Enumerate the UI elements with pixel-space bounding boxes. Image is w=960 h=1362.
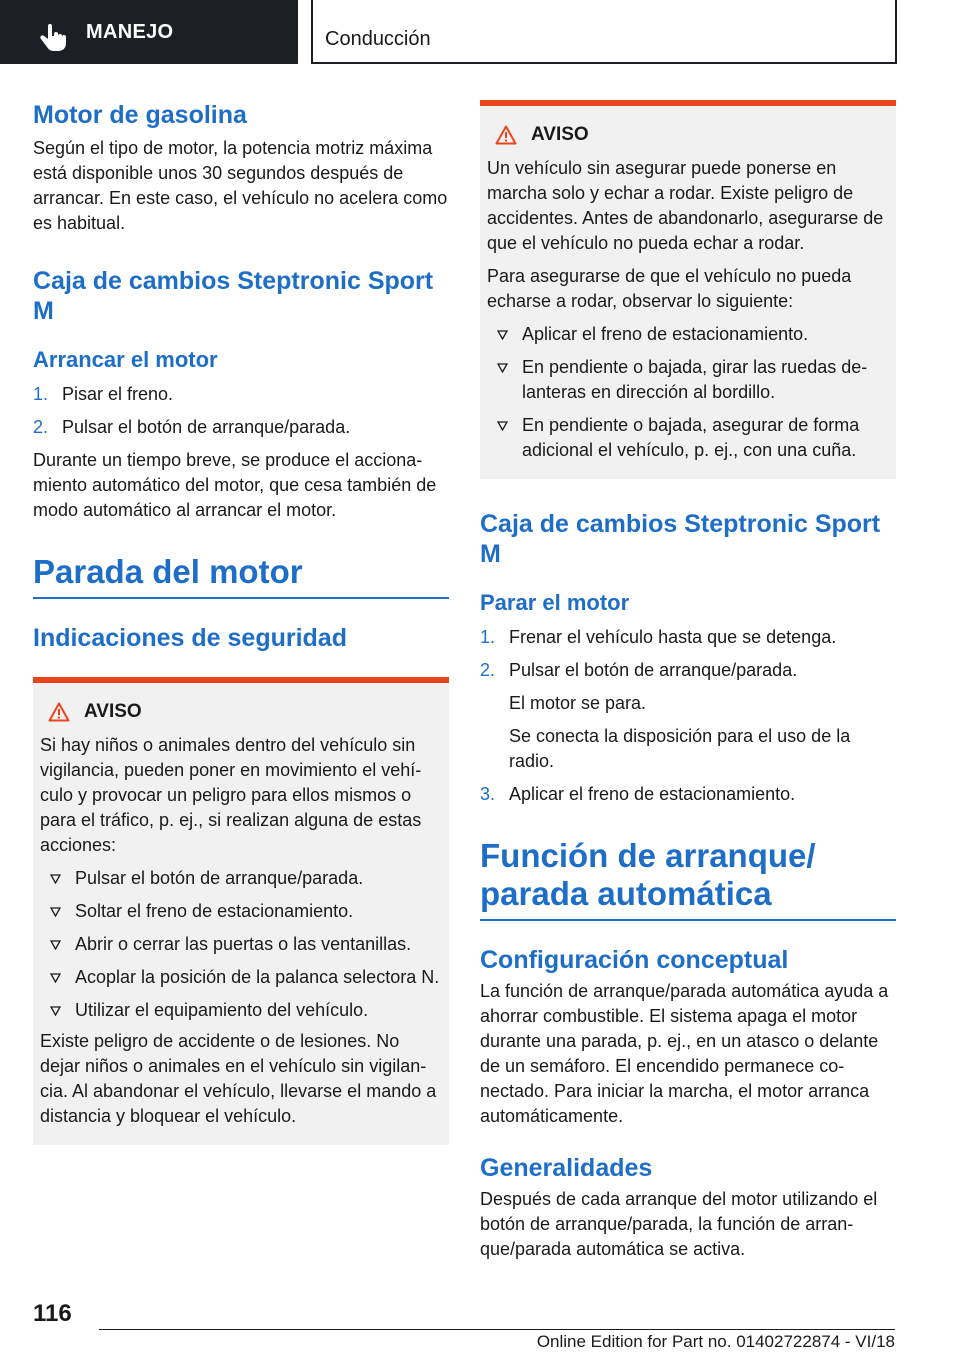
list-item xyxy=(480,782,896,807)
left-column xyxy=(33,100,449,1145)
list-item xyxy=(33,382,449,407)
warning-box-children xyxy=(33,677,449,1145)
step-subtext: Se conecta la disposición para el uso de la radio. xyxy=(509,726,851,771)
warning-paragraph-2: Para asegurarse de que el vehículo no pueda echarse a rodar, observar lo siguiente: xyxy=(487,266,852,311)
list-item xyxy=(480,658,896,774)
step-text: Pulsar el botón de arranque/parada. xyxy=(509,660,798,680)
hand-pointer-icon xyxy=(40,24,66,52)
step-subtext: El motor se para. xyxy=(509,693,647,713)
list-item-text: En pendiente o bajada, asegurar de forma adicional el vehículo, p. ej., con una cuña. xyxy=(522,415,860,460)
list-item xyxy=(487,413,888,463)
concept-heading: Configuración conceptual xyxy=(480,946,789,974)
triangle-bullet-icon xyxy=(497,363,508,373)
general-heading: Generalidades xyxy=(480,1154,653,1182)
stop-engine-heading: Parada del motor xyxy=(33,553,449,599)
triangle-bullet-icon xyxy=(50,874,61,884)
section-tab xyxy=(0,0,298,64)
warning-label: AVISO xyxy=(531,124,589,145)
warning-triangle-icon xyxy=(495,125,517,145)
triangle-bullet-icon xyxy=(497,330,508,340)
triangle-bullet-icon xyxy=(50,973,61,983)
triangle-bullet-icon xyxy=(50,907,61,917)
chapter-box xyxy=(311,0,897,64)
gearbox-heading: Caja de cambios Steptronic Sport M xyxy=(33,267,434,325)
list-item xyxy=(33,415,449,440)
step-text: Pisar el freno. xyxy=(62,384,174,404)
warning-header xyxy=(40,699,441,725)
step-number: 1. xyxy=(480,627,496,647)
warning-triangle-icon xyxy=(48,702,70,722)
list-item-text: Abrir o cerrar las puertas o las ventanillas. xyxy=(75,934,412,954)
list-item-text: En pendiente o bajada, girar las ruedas delanteras en dirección al bordillo. xyxy=(522,357,868,402)
list-item xyxy=(40,998,441,1023)
gearbox-heading: Caja de cambios Steptronic Sport M xyxy=(480,510,881,568)
step-number: 1. xyxy=(33,384,49,404)
list-item xyxy=(487,322,888,347)
list-item xyxy=(40,866,441,891)
warning-precautions-list xyxy=(487,322,888,463)
footer-divider xyxy=(99,1329,895,1330)
list-item-text: Aplicar el freno de estacionamiento. xyxy=(522,324,809,344)
warning-intro: Si hay niños o animales dentro del vehículo sin vigilancia, pueden poner en movimiento el vehículo y provocar un peligro para ellos mismos o para el tráfico, p. ej., si realizan alguna de estas acciones: xyxy=(40,735,422,855)
list-item-text: Acoplar la posición de la palanca selectora N. xyxy=(75,967,440,987)
step-number: 2. xyxy=(33,417,49,437)
page-footer xyxy=(33,1296,895,1351)
warning-label: AVISO xyxy=(84,701,142,722)
auto-start-stop-heading: Función de arranque/ parada automática xyxy=(480,837,896,921)
list-item xyxy=(40,899,441,924)
page-header xyxy=(0,0,960,66)
triangle-bullet-icon xyxy=(50,940,61,950)
list-item-text: Pulsar el botón de arranque/parada. xyxy=(75,868,364,888)
warning-outro: Existe peligro de accidente o de lesiones. No dejar niños o animales en el vehículo sin vigilancia. Al abandonar el vehículo, llevarse el mando a distancia y bloquear el vehículo. xyxy=(40,1031,437,1126)
warning-header xyxy=(487,122,888,148)
list-item xyxy=(40,932,441,957)
petrol-engine-heading: Motor de gasolina xyxy=(33,101,247,129)
list-item xyxy=(480,625,896,650)
warning-box-rolling xyxy=(480,100,896,479)
start-engine-heading: Arrancar el motor xyxy=(33,347,218,372)
triangle-bullet-icon xyxy=(50,1006,61,1016)
start-steps-list xyxy=(33,382,449,440)
page-number: 116 xyxy=(33,1300,72,1327)
step-text: Frenar el vehículo hasta que se detenga. xyxy=(509,627,837,647)
list-item-text: Utilizar el equipamiento del vehículo. xyxy=(75,1000,369,1020)
warning-paragraph-1: Un vehículo sin asegurar puede ponerse en marcha solo y echar a rodar. Existe peligro de accidentes. Antes de abandonarlo, asegurarse de que el vehículo no pueda echar a rodar. xyxy=(487,158,884,253)
list-item xyxy=(40,965,441,990)
safety-heading: Indicaciones de seguridad xyxy=(33,624,347,652)
list-item-text: Soltar el freno de estacionamiento. xyxy=(75,901,354,921)
triangle-bullet-icon xyxy=(497,421,508,431)
right-column xyxy=(480,100,896,1262)
concept-text: La función de arranque/parada automática ayuda a ahorrar combustible. El sistema apaga el motor durante una parada, p. ej., en un atasco o delante de un semáforo. El encendido permanece conectado. Para iniciar la marcha, el motor arranca automáticamente. xyxy=(480,981,889,1126)
stop-steps-list xyxy=(480,625,896,807)
list-item xyxy=(487,355,888,405)
chapter-label: Conducción xyxy=(325,28,431,50)
warning-actions-list xyxy=(40,866,441,1023)
step-text: Aplicar el freno de estacionamiento. xyxy=(509,784,796,804)
step-number: 3. xyxy=(480,784,496,804)
step-number: 2. xyxy=(480,660,496,680)
start-note-text: Durante un tiempo breve, se produce el accionamiento automático del motor, que cesa también de modo automático al arrancar el motor. xyxy=(33,450,437,520)
edition-text: Online Edition for Part no. 01402722874 - VI/18 xyxy=(536,1332,895,1351)
stop-engine-subheading: Parar el motor xyxy=(480,590,630,615)
section-label: MANEJO xyxy=(86,21,174,43)
general-text: Después de cada arranque del motor utilizando el botón de arranque/parada, la función de arranque/parada automática se activa. xyxy=(480,1189,878,1259)
petrol-engine-text: Según el tipo de motor, la potencia motriz máxima está disponible unos 30 segundos después de arrancar. En este caso, el vehículo no acelera como es habitual. xyxy=(33,138,448,233)
step-text: Pulsar el botón de arranque/parada. xyxy=(62,417,351,437)
